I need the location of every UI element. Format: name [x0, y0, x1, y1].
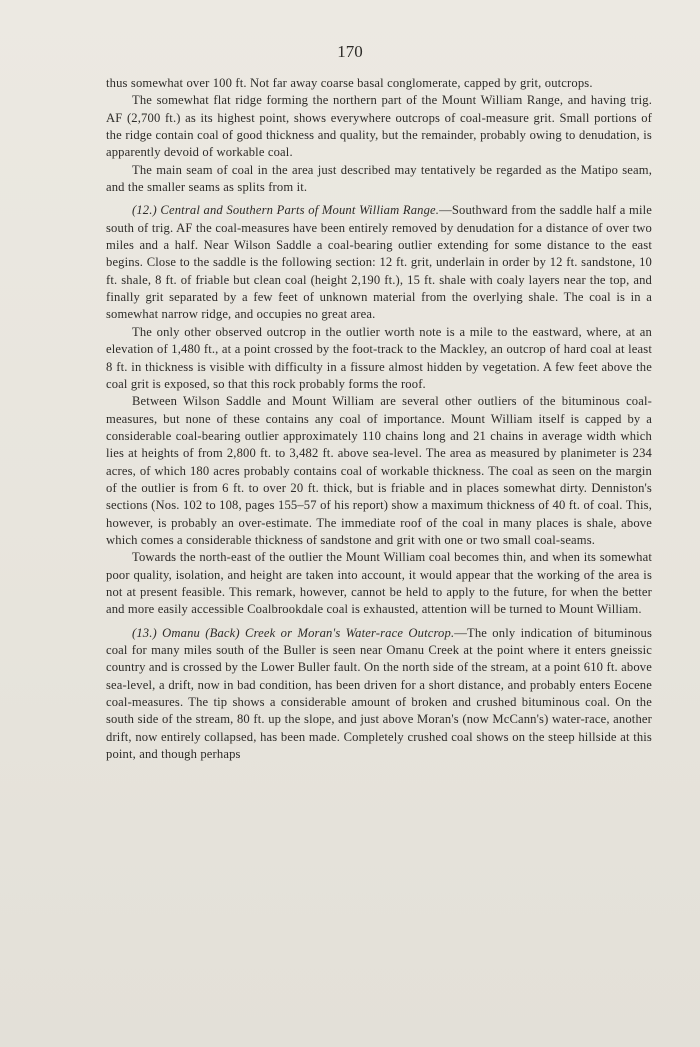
page-number: 170 [337, 42, 363, 61]
paragraph: Between Wilson Saddle and Mount William are several other outliers of the bituminous coal-measures, but none of these contains any coal of importance. Mount William itself is capped by a considerable coal-bearing outlier approximately 110 chains long and 21 chains in average width which lies at heights of from 2,800 ft. to 3,482 ft. above sea-level. The area as measured by planimeter is 234 acres, of which 180 acres probably contains coal of workable thickness. The coal as seen on the margin of the outlier is from 6 ft. to over 20 ft. thick, but is friable and in places somewhat dirty. Denniston's sections (Nos. 102 to 108, pages 155–57 of his report) show a maximum thickness of 40 ft. of coal. This, however, is probably an over-estimate. The immediate roof of the coal in many places is shale, above which comes a considerable thickness of sandstone and grit with one or two small coal-seams. [106, 394, 652, 547]
paragraph: Towards the north-east of the outlier the Mount William coal becomes thin, and when its somewhat poor quality, isolation, and height are taken into account, it would appear that the working of the area is not at present feasible. This remark, however, cannot be held to apply to the future, for when the better and more easily accessible Coalbrookdale coal is exhausted, attention will be turned to Mount William. [106, 550, 652, 617]
text-body [106, 75, 652, 763]
section-paragraph-13 [106, 625, 652, 764]
paragraph: The main seam of coal in the area just described may tentatively be regarded as the Matipo seam, and the smaller seams as splits from it. [106, 162, 652, 195]
section-heading-13: (13.) Omanu (Back) Creek or Moran's Water-race Outcrop. [132, 625, 455, 640]
paragraph: The only other observed outcrop in the outlier worth note is a mile to the eastward, where, at an elevation of 1,480 ft., at a point crossed by the foot-track to the Mackley, an outcrop of hard coal at least 8 ft. in thickness is visible with difficulty in a fissure almost hidden by vegetation. A few feet above the coal grit is exposed, so that this rock probably forms the roof. [106, 324, 652, 391]
paragraph: The somewhat flat ridge forming the northern part of the Mount William Range, and having trig. AF (2,700 ft.) as its highest point, shows everywhere outcrops of coal-measure grit. Small portions of the ridge contain coal of good thickness and quality, but the remainder, probably owing to denudation, is apparently devoid of workable coal. [106, 93, 652, 160]
section-heading-12: (12.) Central and Southern Parts of Mount William Range. [132, 203, 440, 218]
paragraph: thus somewhat over 100 ft. Not far away coarse basal conglomerate, capped by grit, outcrops. [106, 76, 593, 90]
section-text-12: —Southward from the saddle half a mile south of trig. AF the coal-measures have been entirely removed by denudation for a distance of over two miles and a half. Near Wilson Saddle a coal-bearing outlier extending for some distance to the east begins. Close to the saddle is the following section: 12 ft. grit, underlain in order by 12 ft. sandstone, 10 ft. shale, 8 ft. of friable but clean coal (height 2,190 ft.), 15 ft. shale with coaly layers near the top, and finally grit separated by a few feet of unknown material from the overlying shale. The coal is in a somewhat narrow ridge, and occupies no great area. [106, 203, 652, 322]
section-text-13: —The only indication of bituminous coal for many miles south of the Buller is seen near Omanu Creek at the point where it enters gneissic country and is crossed by the Lower Buller fault. On the north side of the stream, at a point 610 ft. above sea-level, a drift, now in bad condition, has been driven for a short distance, and probably enters Eocene coal-measures. The tip shows a considerable amount of broken and crushed bituminous coal. On the south side of the stream, 80 ft. up the slope, and just above Moran's (now McCann's) water-race, another drift, now entirely collapsed, has been made. Completely crushed coal shows on the steep hillside at this point, and though perhaps [106, 625, 652, 762]
section-paragraph-12 [106, 202, 652, 323]
